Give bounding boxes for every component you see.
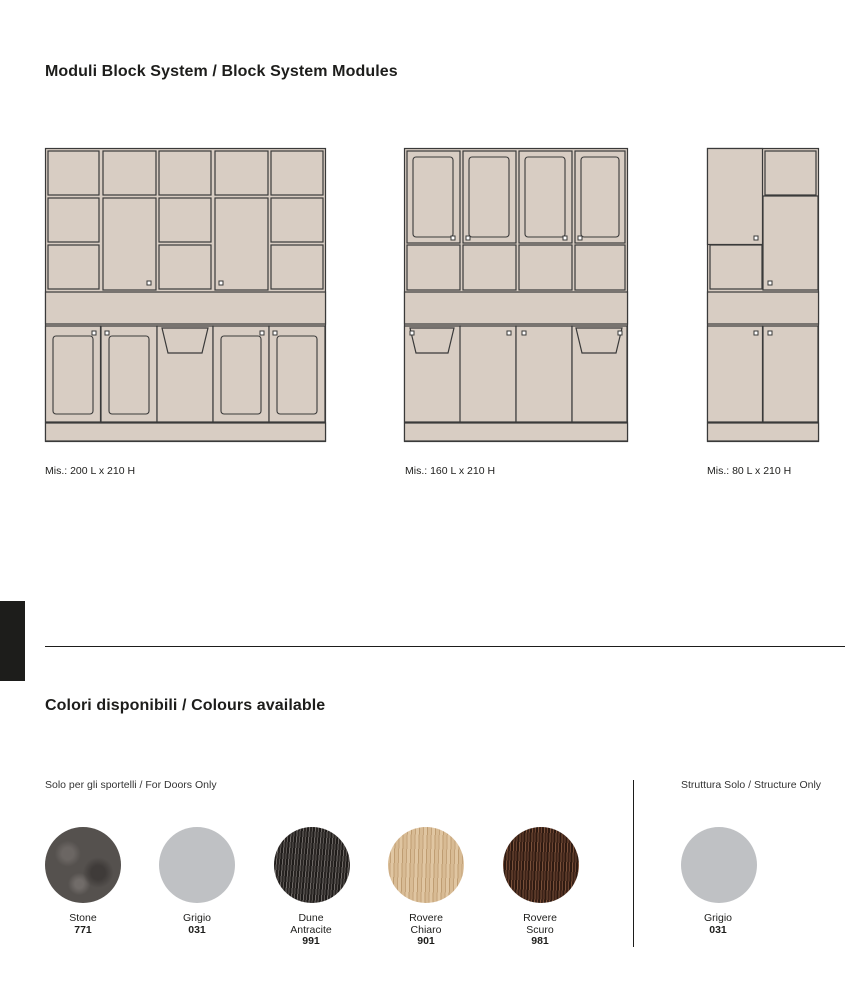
section-divider bbox=[45, 646, 845, 647]
module-200-caption: Mis.: 200 L x 210 H bbox=[45, 465, 136, 477]
swatch-label-structure-grigio: Grigio 031 bbox=[703, 912, 732, 936]
colors-title: Colori disponibili / Colours available bbox=[45, 697, 326, 714]
module-160-caption: Mis.: 160 L x 210 H bbox=[405, 465, 496, 477]
swatch-label-dune-antracite: Dune Antracite 991 bbox=[290, 912, 332, 947]
swatch-grigio-031 bbox=[159, 827, 235, 903]
module-80-drawing bbox=[707, 148, 820, 443]
module-200-drawing bbox=[45, 148, 327, 443]
swatch-rovere-scuro-981 bbox=[503, 827, 579, 903]
module-160-drawing bbox=[404, 148, 629, 443]
swatch-structure-grigio-031 bbox=[681, 827, 757, 903]
modules-title: Moduli Block System / Block System Modules bbox=[45, 63, 398, 80]
swatch-dune-antracite-991 bbox=[274, 827, 350, 903]
doors-only-note: Solo per gli sportelli / For Doors Only bbox=[45, 779, 217, 791]
swatch-label-rovere-scuro: Rovere Scuro 981 bbox=[523, 912, 557, 947]
swatch-stone-771 bbox=[45, 827, 121, 903]
swatch-label-rovere-chiaro: Rovere Chiaro 901 bbox=[409, 912, 443, 947]
colors-vertical-divider bbox=[633, 780, 634, 947]
module-80-caption: Mis.: 80 L x 210 H bbox=[707, 465, 792, 477]
swatch-label-grigio: Grigio 031 bbox=[182, 912, 211, 936]
swatch-label-stone: Stone 771 bbox=[69, 912, 97, 936]
side-tab-marker bbox=[0, 601, 25, 681]
structure-only-note: Struttura Solo / Structure Only bbox=[681, 779, 822, 791]
swatch-rovere-chiaro-901 bbox=[388, 827, 464, 903]
